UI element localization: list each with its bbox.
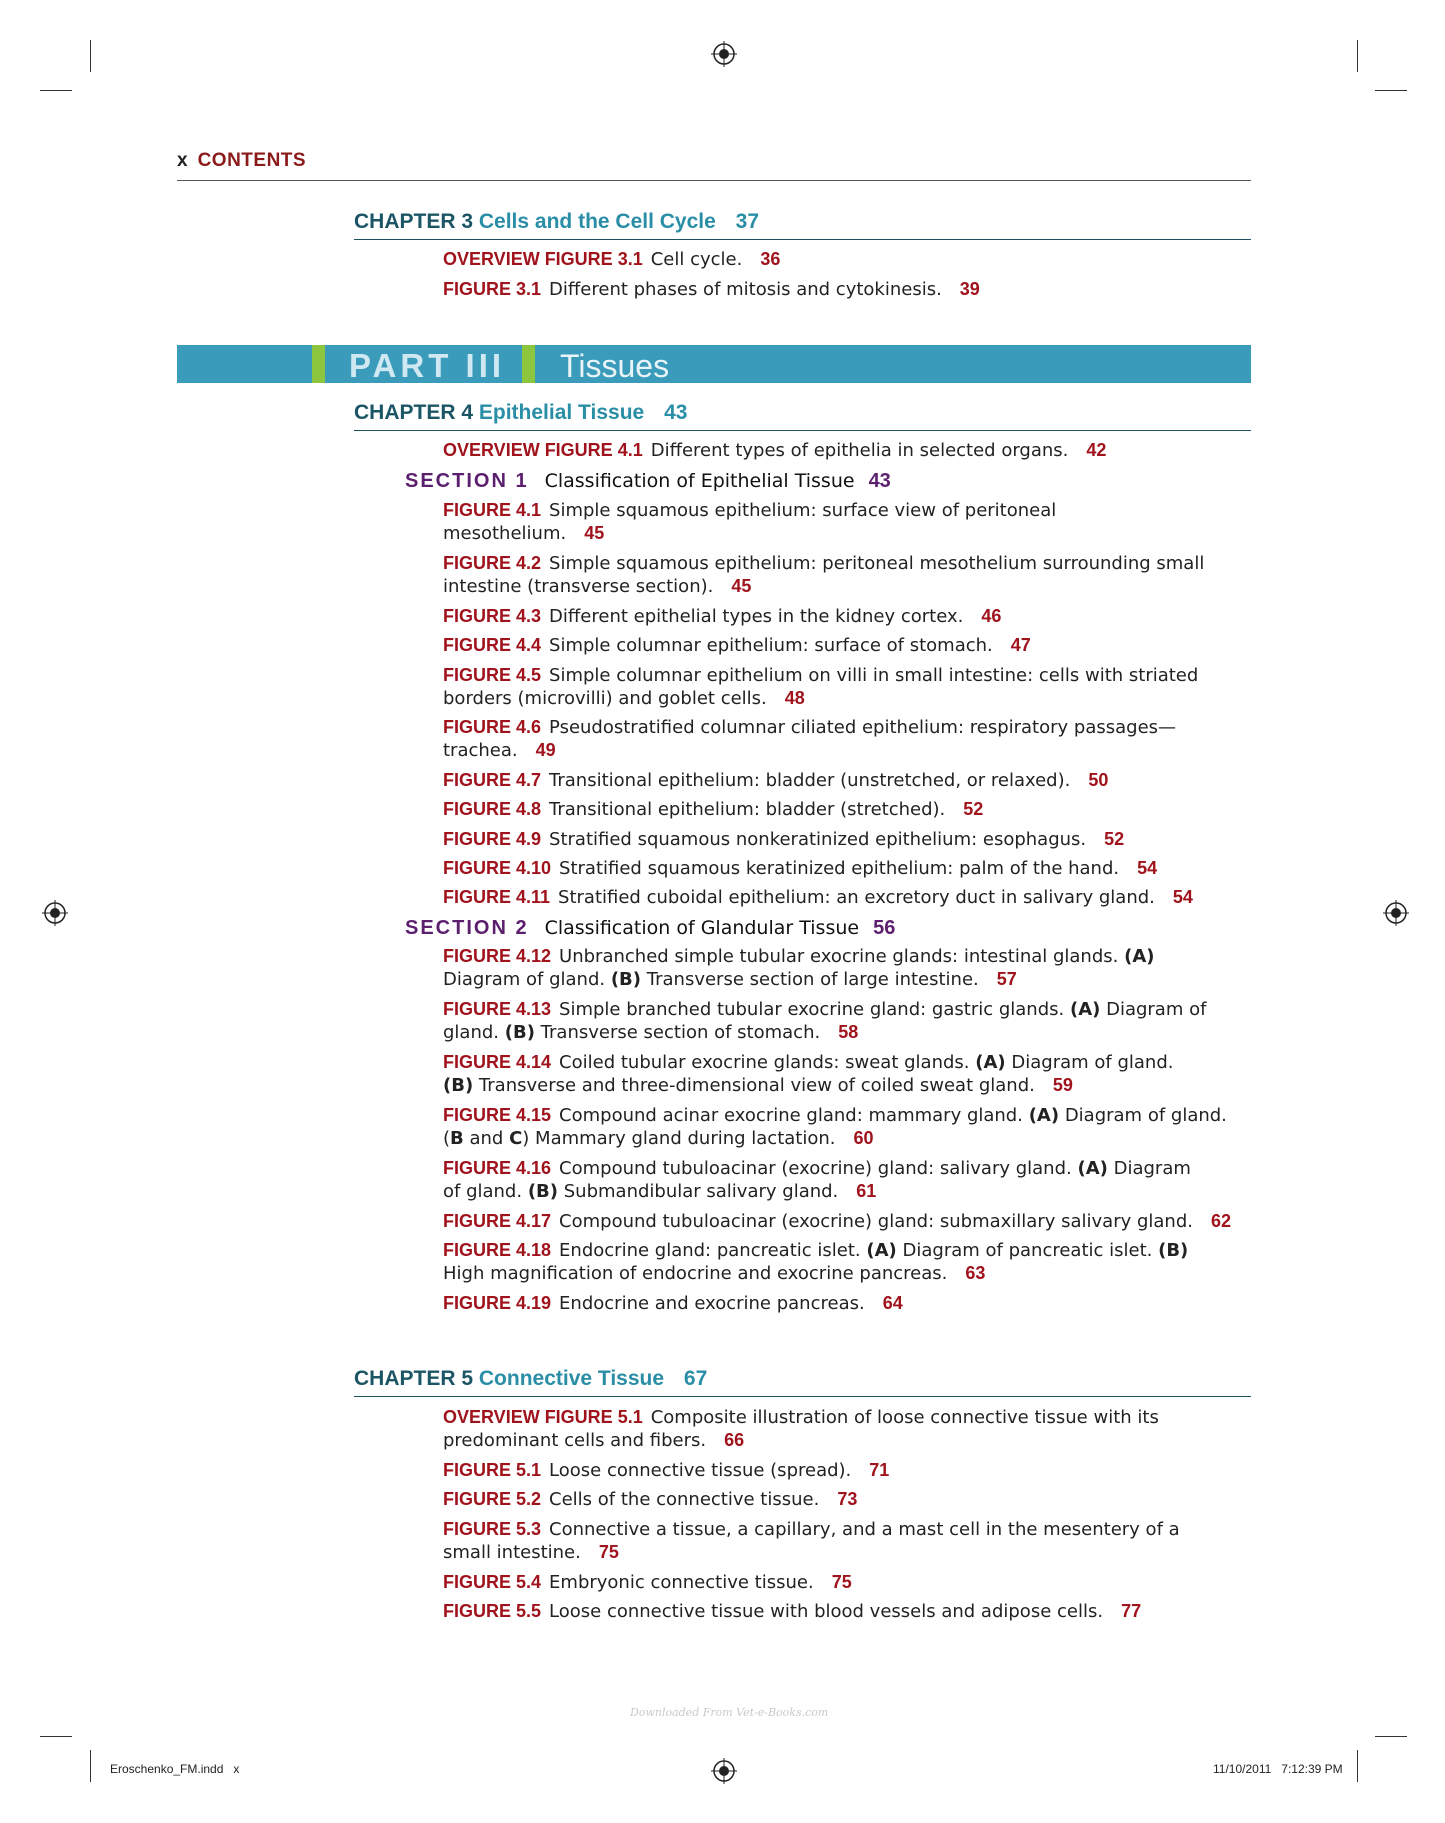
figure-title: Diagram of gland. (1011, 1052, 1174, 1073)
figure-title: Endocrine gland: pancreatic islet. (559, 1240, 861, 1261)
figure-title: Simple branched tubular exocrine gland: gastric glands. (559, 999, 1065, 1020)
crop-mark (40, 1736, 72, 1737)
chapter-label: CHAPTER 5 (354, 1367, 474, 1390)
toc-entry[interactable] (443, 248, 1243, 271)
figure-title: Compound tubuloacinar (exocrine) gland: submaxillary salivary gland. (559, 1211, 1193, 1232)
registration-mark-icon (711, 41, 737, 67)
page-number: 62 (1210, 1211, 1232, 1231)
part-marker: (B) (1158, 1240, 1189, 1261)
figure-label: FIGURE 4.8 (443, 799, 542, 819)
part-accent (312, 345, 325, 383)
chapter-title[interactable]: Epithelial Tissue (478, 401, 645, 424)
crop-mark (90, 40, 91, 72)
figure-label: FIGURE 5.3 (443, 1519, 542, 1539)
figure-title: Diagram of gland. (443, 969, 606, 990)
figure-label: FIGURE 4.14 (443, 1052, 552, 1072)
page-number: 54 (1172, 887, 1193, 907)
page-number: 36 (760, 249, 781, 269)
part-banner (177, 345, 1251, 383)
chapter-label: CHAPTER 3 (354, 210, 474, 233)
figure-label: FIGURE 4.3 (443, 606, 542, 626)
section-heading[interactable] (405, 468, 891, 493)
figure-title: Stratified cuboidal epithelium: an excretory duct in salivary gland. (558, 887, 1155, 908)
figure-label: FIGURE 3.1 (443, 279, 542, 299)
part-marker: (A) (975, 1052, 1006, 1073)
chapter-page: 43 (664, 401, 688, 424)
part-marker: (A) (1077, 1158, 1108, 1179)
figure-label: OVERVIEW FIGURE 3.1 (443, 249, 643, 269)
part-marker: (A) (866, 1240, 897, 1261)
page-number: 57 (996, 969, 1017, 989)
toc-entry[interactable] (443, 1210, 1263, 1233)
page-number: 49 (535, 740, 556, 760)
chapter-4-heading (354, 400, 1251, 431)
page-number: 48 (784, 688, 805, 708)
page-number: 59 (1052, 1075, 1073, 1095)
toc-entry[interactable] (443, 552, 1243, 598)
figure-title: Embryonic connective tissue. (549, 1572, 814, 1593)
crop-mark (1357, 1750, 1358, 1782)
figure-label: FIGURE 4.11 (443, 887, 551, 907)
part-marker: (B) (610, 969, 642, 990)
registration-mark-icon (42, 900, 68, 926)
figure-title: Transverse section of large intestine. (646, 969, 979, 990)
part-marker: C (509, 1128, 523, 1149)
figure-title: Loose connective tissue with blood vessels and adipose cells. (549, 1601, 1104, 1622)
figure-title: Different phases of mitosis and cytokinesis. (549, 279, 942, 300)
figure-title: Unbranched simple tubular exocrine glands: intestinal glands. (559, 946, 1119, 967)
toc-entry[interactable] (443, 828, 1243, 851)
toc-entry[interactable] (443, 769, 1243, 792)
figure-title: Simple squamous epithelium: peritoneal mesothelium surrounding small intestine (transverse section). (443, 553, 1205, 597)
toc-entry[interactable] (443, 634, 1243, 657)
figure-title: Transitional epithelium: bladder (unstretched, or relaxed). (549, 770, 1071, 791)
chapter-title[interactable]: Connective Tissue (478, 1367, 665, 1390)
figure-label: FIGURE 4.18 (443, 1240, 552, 1260)
page-number: 75 (831, 1572, 852, 1592)
figure-title: Submandibular salivary gland. (563, 1181, 839, 1202)
figure-title: Simple squamous epithelium: surface view of peritoneal mesothelium. (443, 500, 1057, 544)
page-number: 66 (724, 1430, 745, 1450)
figure-label: FIGURE 5.2 (443, 1489, 542, 1509)
page-number: 63 (965, 1263, 986, 1283)
crop-mark (40, 90, 72, 91)
figure-title: Transverse section of stomach. (540, 1022, 821, 1043)
toc-entry[interactable] (443, 945, 1203, 991)
figure-label: FIGURE 4.2 (443, 553, 542, 573)
toc-entry[interactable] (443, 1104, 1243, 1150)
page-number: 50 (1088, 770, 1109, 790)
page-number: 61 (856, 1181, 877, 1201)
page-number: 39 (959, 279, 980, 299)
figure-title: Stratified squamous nonkeratinized epithelium: esophagus. (549, 829, 1087, 850)
figure-label: FIGURE 4.15 (443, 1105, 552, 1125)
page-number: 75 (598, 1542, 619, 1562)
figure-title: Loose connective tissue (spread). (549, 1460, 852, 1481)
figure-label: FIGURE 4.16 (443, 1158, 552, 1178)
page-number: 73 (837, 1489, 858, 1509)
watermark: Downloaded From Vet-e-Books.com (630, 1706, 829, 1719)
figure-title: Cell cycle. (650, 249, 743, 270)
page-number: 42 (1086, 440, 1107, 460)
figure-label: FIGURE 4.7 (443, 770, 542, 790)
section-label: SECTION 2 (405, 917, 529, 939)
page-number: 60 (853, 1128, 874, 1148)
figure-title: Endocrine and exocrine pancreas. (559, 1293, 865, 1314)
toc-entry[interactable] (443, 1518, 1213, 1564)
figure-label: FIGURE 5.5 (443, 1601, 542, 1621)
part-title: Tissues (560, 348, 670, 384)
figure-title: Diagram of gland. (443, 999, 1207, 1043)
figure-title: Cells of the connective tissue. (549, 1489, 820, 1510)
part-accent (522, 345, 535, 383)
toc-entry[interactable] (443, 886, 1243, 909)
figure-title: Composite illustration of loose connective tissue with its predominant cells and fibers. (443, 1407, 1159, 1451)
crop-mark (90, 1750, 91, 1782)
chapter-title[interactable]: Cells and the Cell Cycle (478, 210, 716, 233)
page-number: 56 (873, 917, 896, 939)
figure-title: Simple columnar epithelium on villi in small intestine: cells with striated borders (microvilli) and goblet cells. (443, 665, 1199, 709)
figure-label: FIGURE 4.19 (443, 1293, 552, 1313)
figure-title: Compound acinar exocrine gland: mammary gland. (559, 1105, 1023, 1126)
toc-entry[interactable] (443, 716, 1213, 762)
figure-title: and (463, 1128, 510, 1149)
figure-title: Diagram of gland. ( (443, 1105, 1227, 1149)
figure-label: FIGURE 4.6 (443, 717, 542, 737)
figure-title: Transverse and three-dimensional view of coiled sweat gland. (478, 1075, 1035, 1096)
figure-label: FIGURE 4.17 (443, 1211, 552, 1231)
toc-entry[interactable] (443, 278, 1243, 301)
toc-entry[interactable] (443, 664, 1243, 710)
page-number: 71 (869, 1460, 890, 1480)
section-title: Classification of Glandular Tissue (544, 917, 860, 939)
figure-label: OVERVIEW FIGURE 5.1 (443, 1407, 643, 1427)
part-marker: B (450, 1128, 464, 1149)
registration-mark-icon (711, 1758, 737, 1784)
toc-entry[interactable] (443, 1406, 1203, 1452)
figure-label: FIGURE 4.13 (443, 999, 552, 1019)
page-numeral: x (177, 150, 188, 171)
figure-label: FIGURE 4.10 (443, 858, 552, 878)
figure-label: FIGURE 4.1 (443, 500, 542, 520)
toc-entry[interactable] (443, 439, 1243, 462)
figure-label: FIGURE 4.12 (443, 946, 552, 966)
figure-title: Compound tubuloacinar (exocrine) gland: salivary gland. (559, 1158, 1072, 1179)
section-heading[interactable] (405, 915, 895, 940)
part-marker: (A) (1028, 1105, 1060, 1126)
page-number: 45 (584, 523, 605, 543)
figure-title: Different epithelial types in the kidney cortex. (549, 606, 964, 627)
page-number: 45 (731, 576, 752, 596)
figure-label: FIGURE 4.4 (443, 635, 542, 655)
toc-entry[interactable] (443, 499, 1103, 545)
running-header (177, 150, 1251, 181)
toc-entry[interactable] (443, 1051, 1203, 1097)
part-label: PART III (349, 347, 506, 384)
crop-mark (1375, 90, 1407, 91)
chapter-page: 37 (735, 210, 759, 233)
figure-title: Different types of epithelia in selected organs. (650, 440, 1069, 461)
part-marker: (B) (504, 1022, 535, 1043)
toc-entry[interactable] (443, 1600, 1243, 1623)
page-number: 58 (838, 1022, 859, 1042)
section-title: Classification of Epithelial Tissue (544, 470, 855, 492)
figure-label: FIGURE 4.9 (443, 829, 542, 849)
figure-title: High magnification of endocrine and exocrine pancreas. (443, 1263, 948, 1284)
page-number: 77 (1121, 1601, 1142, 1621)
toc-entry[interactable] (443, 1488, 1243, 1511)
toc-entry[interactable] (443, 1571, 1243, 1594)
figure-title: Diagram of pancreatic islet. (902, 1240, 1153, 1261)
figure-title: Stratified squamous keratinized epithelium: palm of the hand. (559, 858, 1120, 879)
part-marker: (A) (1069, 999, 1101, 1020)
footer-filename: Eroschenko_FM.indd x (110, 1762, 240, 1776)
chapter-5-heading (354, 1366, 1251, 1397)
figure-title: Connective a tissue, a capillary, and a mast cell in the mesentery of a small intestine. (443, 1519, 1180, 1563)
part-marker: (B) (443, 1075, 474, 1096)
toc-entry[interactable] (443, 857, 1243, 880)
page-number: 52 (963, 799, 984, 819)
page-number: 64 (882, 1293, 903, 1313)
header-title: CONTENTS (197, 150, 307, 171)
figure-title: ) Mammary gland during lactation. (522, 1128, 836, 1149)
part-marker: (A) (1124, 946, 1155, 967)
footer-timestamp: 11/10/2011 7:12:39 PM (1213, 1762, 1343, 1776)
registration-mark-icon (1383, 900, 1409, 926)
crop-mark (1375, 1736, 1407, 1737)
page-number: 54 (1137, 858, 1158, 878)
page-number: 43 (868, 470, 891, 492)
toc-entry[interactable] (443, 605, 1243, 628)
chapter-3-heading (354, 209, 1251, 240)
toc-entry[interactable] (443, 998, 1213, 1044)
figure-label: OVERVIEW FIGURE 4.1 (443, 440, 643, 460)
section-label: SECTION 1 (405, 470, 529, 492)
figure-label: FIGURE 4.5 (443, 665, 542, 685)
figure-label: FIGURE 5.1 (443, 1460, 542, 1480)
toc-entry[interactable] (443, 1157, 1213, 1203)
figure-title: Coiled tubular exocrine glands: sweat glands. (559, 1052, 970, 1073)
toc-entry[interactable] (443, 1459, 1243, 1482)
toc-entry[interactable] (443, 1292, 1243, 1315)
figure-title: Simple columnar epithelium: surface of stomach. (549, 635, 993, 656)
toc-entry[interactable] (443, 1239, 1203, 1285)
figure-title: Pseudostratified columnar ciliated epithelium: respiratory passages—trachea. (443, 717, 1177, 761)
page-number: 46 (981, 606, 1002, 626)
page-number: 52 (1104, 829, 1125, 849)
chapter-label: CHAPTER 4 (354, 401, 474, 424)
page-number: 47 (1010, 635, 1031, 655)
toc-entry[interactable] (443, 798, 1243, 821)
chapter-page: 67 (683, 1367, 708, 1390)
crop-mark (1357, 40, 1358, 72)
figure-label: FIGURE 5.4 (443, 1572, 542, 1592)
figure-title: Diagram of gland. (443, 1158, 1191, 1202)
figure-title: Transitional epithelium: bladder (stretched). (549, 799, 946, 820)
part-marker: (B) (527, 1181, 559, 1202)
